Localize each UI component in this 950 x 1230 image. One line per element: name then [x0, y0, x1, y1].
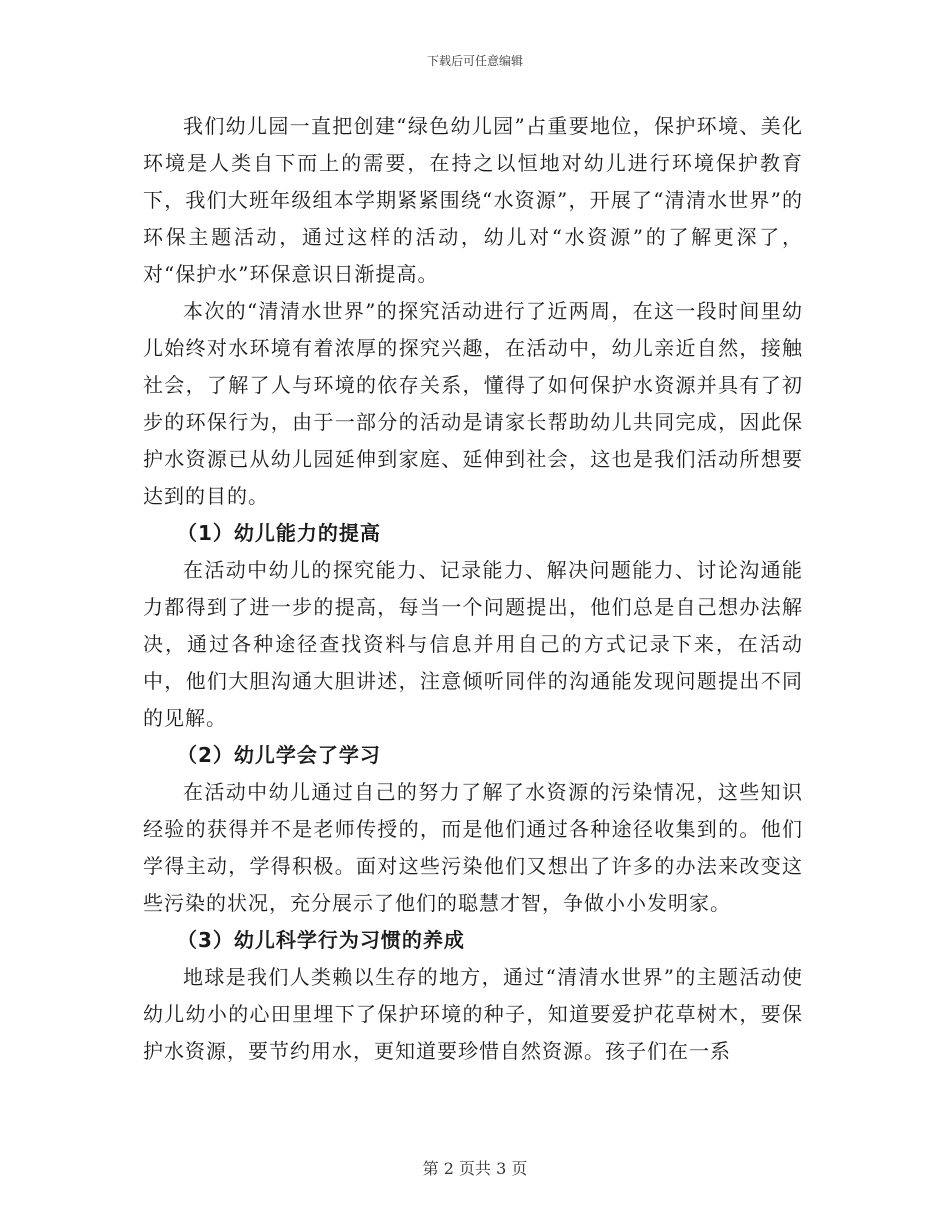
section-heading-2: （2）幼儿学会了学习 [177, 743, 381, 767]
page-header: 下载后可任意编辑 [426, 54, 523, 68]
paragraph-learning: 在活动中幼儿通过自己的努力了解了水资源的污染情况，这些知识经验的获得并不是老师传授的，而是他们通过各种途径收集到的。他们学得主动，学得积极。面对这些污染他们又想出了许多的办法来改变这些污染的状况，充分展示了他们的聪慧才智，争做小小发明家。 [143, 780, 803, 915]
page-footer: 第 2 页共 3 页 [422, 1159, 528, 1178]
paragraph-habits: 地球是我们人类赖以生存的地方，通过“清清水世界”的主题活动使幼儿幼小的心田里埋下了保护环境的种子，知道要爱护花草树木，要保护水资源，要节约用水，更知道要珍惜自然资源。孩子们在一系 [143, 965, 803, 1063]
paragraph-intro: 我们幼儿园一直把创建“绿色幼儿园”占重要地位，保护环境、美化环境是人类自下而上的需要，在持之以恒地对幼儿进行环境保护教育下，我们大班年级组本学期紧紧围绕“水资源”，开展了“清清水世界”的环保主题活动，通过这样的活动，幼儿对“水资源”的了解更深了，对“保护水”环保意识日渐提高。 [143, 114, 803, 286]
section-heading-1: （1）幼儿能力的提高 [177, 521, 381, 545]
paragraph-ability: 在活动中幼儿的探究能力、记录能力、解决问题能力、讨论沟通能力都得到了进一步的提高，每当一个问题提出，他们总是自己想办法解决，通过各种途径查找资料与信息并用自己的方式记录下来，在活动中，他们大胆沟通大胆讲述，注意倾听同伴的沟通能发现问题提出不同的见解。 [143, 558, 803, 730]
section-heading-3: （3）幼儿科学行为习惯的养成 [177, 928, 465, 952]
paragraph-activity: 本次的“清清水世界”的探究活动进行了近两周，在这一段时间里幼儿始终对水环境有着浓厚的探究兴趣，在活动中，幼儿亲近自然，接触社会，了解了人与环境的依存关系，懂得了如何保护水资源并具有了初步的环保行为，由于一部分的活动是请家长帮助幼儿共同完成，因此保护水资源已从幼儿园延伸到家庭、延伸到社会，这也是我们活动所想要达到的目的。 [143, 299, 803, 508]
document-body [143, 108, 803, 1070]
